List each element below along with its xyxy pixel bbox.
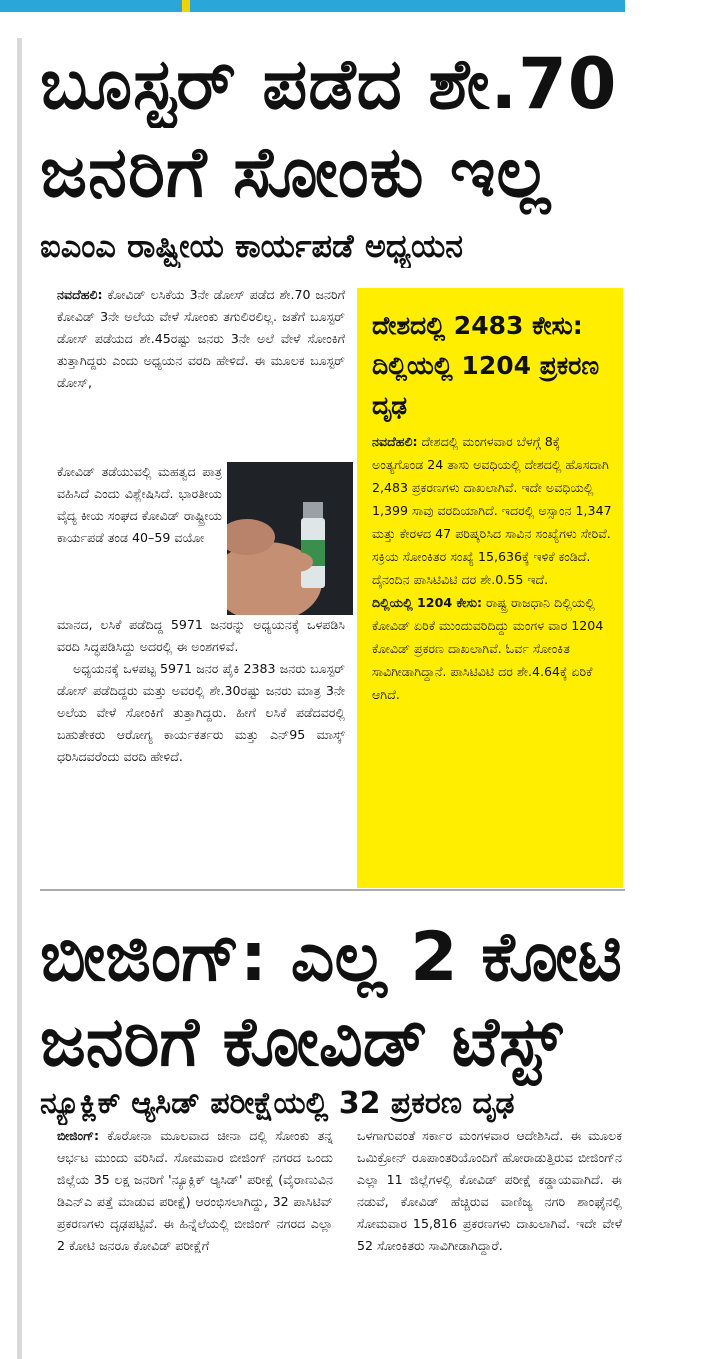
- section-divider: [40, 889, 625, 891]
- headline-1-subheading: ಐಎಂಎ ರಾಷ್ಟ್ರೀಯ ಕಾರ್ಯಪಡೆ ಅಧ್ಯಯನ: [40, 227, 464, 265]
- headline-2-subheading: ನ್ಯೂಕ್ಲಿಕ್ ಆ್ಯಸಿಡ್ ಪರೀಕ್ಷೆಯಲ್ಲಿ 32 ಪ್ರಕರಣ ದೃಢ: [40, 1086, 515, 1121]
- left-margin-rule: [17, 38, 22, 1359]
- article-2-text-1: ಕೊರೋನಾ ಮೂಲವಾದ ಚೀನಾ ದಲ್ಲಿ ಸೋಂಕು ತನ್ನ ಆರ್ಭಟ ಮುಂದು ವರಿಸಿದೆ. ಸೋಮವಾರ ಬೀಜಿಂಗ್ ನಗರದ ಒಂದು ಜಿಲ್ಲೆಯ 35 ಲಕ್ಷ ಜನರಿಗೆ 'ನ್ಯೂಕ್ಲಿಕ್ ಆ್ಯಸಿಡ್' ಪರೀಕ್ಷೆ (ವೈರಾಣುವಿನ ಡಿಎನ್ಎ ಪತ್ತೆ ಮಾಡುವ ಪರೀಕ್ಷೆ) ಆರಂಭಿಸಲಾಗಿದ್ದು, 32 ಪಾಸಿಟಿವ್ ಪ್ರಕರಣಗಳು ದೃಢಪಟ್ಟಿವೆ. ಈ ಹಿನ್ನೆಲೆಯಲ್ಲಿ ಬೀಜಿಂಗ್ ನಗರದ ಎಲ್ಲಾ 2 ಕೋಟಿ ಜನರೂ ಕೋವಿಡ್ ಪರೀಕ್ಷೆಗೆ: [57, 1128, 333, 1253]
- sidebar-label-2: ದಿಲ್ಲಿಯಲ್ಲಿ 1204 ಕೇಸು:: [372, 595, 483, 610]
- top-color-band: [0, 0, 625, 12]
- article-2-column-1: [57, 1125, 333, 1355]
- sidebar-body: [372, 430, 614, 880]
- headline-1-line-2: ಜನರಿಗೆ ಸೋಂಕು ಇಲ್ಲ: [40, 131, 552, 213]
- article-2-dateline: ಬೀಜಿಂಗ್:: [57, 1128, 100, 1143]
- vaccine-vial-illustration: [227, 462, 353, 615]
- headline-2-line-2: ಜನರಿಗೆ ಕೋವಿಡ್ ಟೆಸ್ಟ್: [40, 1003, 563, 1082]
- article-1-text-2: ಕೋವಿಡ್ ತಡೆಯುವಲ್ಲಿ ಮಹತ್ವದ ಪಾತ್ರ ವಹಿಸಿದೆ ಎಂದು ವಿಶ್ಲೇಷಿಸಿದೆ. ಭಾರತೀಯ ವೈದ್ಯ ಕೀಯ ಸಂಘದ ಕೋವಿಡ್ ರಾಷ್ಟ್ರೀಯ ಕಾರ್ಯಪಡೆ ತಂಡ 40–59 ವಯೋ: [57, 464, 222, 545]
- article-1-text-1: ಕೋವಿಡ್ ಲಸಿಕೆಯ 3ನೇ ಡೋಸ್ ಪಡೆದ ಶೇ.70 ಜನರಿಗೆ ಕೋವಿಡ್ 3ನೇ ಅಲೆಯ ವೇಳೆ ಸೋಂಕು ತಗುಲಿರಲಿಲ್ಲ. ಜತೆಗೆ ಬೂಸ್ಟರ್ ಡೋಸ್ ಪಡೆಯದ ಶೇ.45ರಷ್ಟು ಜನರು 3ನೇ ಅಲೆ ವೇಳೆ ಸೋಂಕಿಗೆ ತುತ್ತಾಗಿದ್ದರು ಎಂದು ಅಧ್ಯಯನ ವರದಿ ಹೇಳಿದೆ. ಈ ಮೂಲಕ ಬೂಸ್ಟರ್ ಡೋಸ್,: [57, 287, 345, 390]
- article-1-dateline: ನವದೆಹಲಿ:: [57, 287, 103, 302]
- article-1-paragraph-2: [57, 461, 222, 613]
- sidebar-headline: ದೇಶದಲ್ಲಿ 2483 ಕೇಸು: ದಿಲ್ಲಿಯಲ್ಲಿ 1204 ಪ್ರಕರಣ ದೃಢ: [372, 311, 600, 420]
- article-2-column-2: [357, 1125, 622, 1355]
- article-1-paragraph-3: [57, 614, 345, 874]
- headline-2-line-1: ಬೀಜಿಂಗ್: ಎಲ್ಲ 2 ಕೋಟಿ: [40, 918, 622, 997]
- top-band-marker: [182, 0, 190, 12]
- article-1-paragraph-1: [57, 284, 345, 459]
- sidebar-dateline: ನವದೆಹಲಿ:: [372, 434, 418, 449]
- sidebar-paragraph-2: [372, 591, 614, 706]
- headline-1-line-1: ಬೂಸ್ಟರ್ ಪಡೆದ ಶೇ.70: [40, 43, 618, 125]
- vaccine-vial-photo: [227, 462, 353, 615]
- sidebar-paragraph-1: [372, 430, 614, 591]
- sidebar-text-2: ರಾಷ್ಟ್ರ ರಾಜಧಾನಿ ದಿಲ್ಲಿಯಲ್ಲಿ ಕೋವಿಡ್ ಏರಿಕೆ ಮುಂದುವರಿದಿದ್ದು ಮಂಗಳ ವಾರ 1204 ಕೋವಿಡ್ ಪ್ರಕರಣ ದಾಖಲಾಗಿವೆ. ಓರ್ವ ಸೋಂಕಿತ ಸಾವಿಗೀಡಾಗಿದ್ದಾನೆ. ಪಾಸಿಟಿವಿಟಿ ದರ ಶೇ.4.64ಕ್ಕೆ ಏರಿಕೆ ಆಗಿದೆ.: [372, 595, 604, 702]
- sidebar-text-1: ದೇಶದಲ್ಲಿ ಮಂಗಳವಾರ ಬೆಳಗ್ಗೆ 8ಕ್ಕೆ ಅಂತ್ಯಗೊಂಡ 24 ತಾಸು ಅವಧಿಯಲ್ಲಿ ದೇಶದಲ್ಲಿ ಹೊಸದಾಗಿ 2,483 ಪ್ರಕರಣಗಳು ದಾಖಲಾಗಿವೆ. ಇದೇ ಅವಧಿಯಲ್ಲಿ 1,399 ಸಾವು ವರದಿಯಾಗಿದೆ. ಇದರಲ್ಲಿ ಅಸ್ಸಾಂನ 1,347 ಮತ್ತು ಕೇರಳದ 47 ಪರಿಷ್ಕರಿಸಿದ ಸಾವಿನ ಸಂಖ್ಯೆಗಳು ಸೇರಿವೆ. ಸಕ್ರಿಯ ಸೋಂಕಿತರ ಸಂಖ್ಯೆ 15,636ಕ್ಕೆ ಇಳಿಕೆ ಕಂಡಿದೆ. ದೈನಂದಿನ ಪಾಸಿಟಿವಿಟಿ ದರ ಶೇ.0.55 ಇದೆ.: [372, 434, 612, 587]
- article-2-text-2: ಒಳಗಾಗುವಂತೆ ಸರ್ಕಾರ ಮಂಗಳವಾರ ಆದೇಶಿಸಿದೆ. ಈ ಮೂಲಕ ಒಮಿಕ್ರೋನ್ ರೂಪಾಂತರಿಯೊಂದಿಗೆ ಹೋರಾಡುತ್ತಿರುವ ಬೀಜಿಂಗ್‌ನ ಎಲ್ಲಾ 11 ಜಿಲ್ಲೆಗಳಲ್ಲಿ ಕೋವಿಡ್ ಪರೀಕ್ಷೆ ಕಡ್ಡಾಯವಾಗಿದೆ. ಈ ನಡುವೆ, ಕೋವಿಡ್ ಹೆಚ್ಚಿರುವ ವಾಣಿಜ್ಯ ನಗರಿ ಶಾಂಘೈನಲ್ಲಿ ಸೋಮವಾರ 15,816 ಪ್ರಕರಣಗಳು ದಾಖಲಾಗಿವೆ. ಇದೇ ವೇಳೆ 52 ಸೋಂಕಿತರು ಸಾವಿಗೀಡಾಗಿದ್ದಾರೆ.: [357, 1128, 622, 1253]
- article-1-text-4: ಅಧ್ಯಯನಕ್ಕೆ ಒಳಪಟ್ಟ 5971 ಜನರ ಪೈಕಿ 2383 ಜನರು ಬೂಸ್ಟರ್ ಡೋಸ್ ಪಡೆದಿದ್ದರು ಮತ್ತು ಅವರಲ್ಲಿ ಶೇ.30ರಷ್ಟು ಜನರು ಮಾತ್ರ 3ನೇ ಅಲೆಯ ವೇಳೆ ಸೋಂಕಿಗೆ ತುತ್ತಾಗಿದ್ದರು. ಹೀಗೆ ಲಸಿಕೆ ಪಡೆದವರಲ್ಲಿ ಬಹುತೇಕರು ಆರೋಗ್ಯ ಕಾರ್ಯಕರ್ತರು ಮತ್ತು ಎನ್95 ಮಾಸ್ಕ್ ಧರಿಸಿದವರೆಂದು ವರದಿ ಹೇಳಿದೆ.: [57, 661, 345, 764]
- article-1-text-3: ಮಾನದ, ಲಸಿಕೆ ಪಡೆದಿದ್ದ 5971 ಜನರನ್ನು ಅಧ್ಯಯನಕ್ಕೆ ಒಳಪಡಿಸಿ ವರದಿ ಸಿದ್ಧಪಡಿಸಿದ್ದು ಅದರಲ್ಲಿ ಈ ಅಂಶಗಳಿವೆ.: [57, 617, 345, 654]
